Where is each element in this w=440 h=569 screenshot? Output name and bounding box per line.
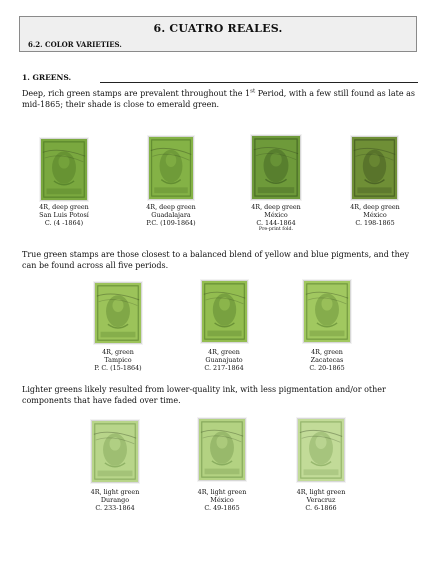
stamp-caption: 4R, deep green San Luis Potosí C. (4 -1864) xyxy=(39,203,89,227)
paragraph-text: Period, with a few still found as late as mid-1865; their shade is close to emerald green. xyxy=(22,89,416,109)
stamp-artwork xyxy=(252,136,300,199)
paragraph-light-green: Lighter greens likely resulted from lower-quality ink, with less pigmentation and/or other components that have faded over time. xyxy=(22,385,386,405)
stamp-caption: 4R, deep green Guadalajara P.C. (109-1864) xyxy=(146,203,196,227)
stamp-image xyxy=(297,418,345,482)
stamp-artwork xyxy=(304,281,350,342)
stamp-image xyxy=(198,418,246,481)
section-subtitle: 6.2. COLOR VARIETIES. xyxy=(28,40,122,49)
stamp-image xyxy=(148,136,194,200)
stamp-artwork xyxy=(199,419,245,480)
ordinal-suffix: st xyxy=(250,88,256,95)
page-header xyxy=(19,16,417,52)
stamp-caption: 4R, green Tampico P. C. (15-1864) xyxy=(94,348,142,372)
stamp-image xyxy=(91,420,139,483)
stamp-caption: 4R, light green México C. 49-1865 xyxy=(197,488,247,512)
stamp-caption: 4R, green Guanajuato C. 217-1864 xyxy=(204,348,244,372)
stamp-image xyxy=(251,135,301,200)
section-heading xyxy=(22,73,418,85)
stamp-caption: 4R, deep green México C. 144-1864 Pre-print fold. xyxy=(226,203,326,233)
stamp-artwork xyxy=(41,139,87,200)
page-title: 6. CUATRO REALES. xyxy=(153,22,283,35)
stamp-image xyxy=(94,282,142,344)
paragraph-text: Deep, rich green stamps are prevalent throughout the 1 xyxy=(22,89,251,98)
stamp-image xyxy=(201,280,248,343)
stamp-caption: 4R, light green Veracruz C. 6-1866 xyxy=(296,488,346,512)
section-label: 1. GREENS. xyxy=(22,73,72,82)
stamp-artwork xyxy=(95,283,141,343)
paragraph-true-green: True green stamps are those closest to a balanced blend of yellow and blue pigments, and they can be found across all five periods. xyxy=(22,250,409,270)
stamp-artwork xyxy=(298,419,344,481)
stamp-caption: 4R, green Zacatecas C. 20-1865 xyxy=(309,348,345,372)
section-rule xyxy=(100,82,418,83)
stamp-caption: 4R, deep green México C. 198-1865 xyxy=(350,203,400,227)
stamp-artwork xyxy=(149,137,193,199)
stamp-artwork xyxy=(202,281,247,342)
stamp-image xyxy=(40,138,88,201)
stamp-note: Pre-print fold. xyxy=(258,227,294,232)
paragraph-deep-green xyxy=(22,89,420,110)
stamp-image xyxy=(351,136,398,200)
stamp-artwork xyxy=(92,421,138,482)
stamp-artwork xyxy=(352,137,397,199)
stamp-caption: 4R, light green Durango C. 233-1864 xyxy=(90,488,140,512)
stamp-image xyxy=(303,280,351,343)
